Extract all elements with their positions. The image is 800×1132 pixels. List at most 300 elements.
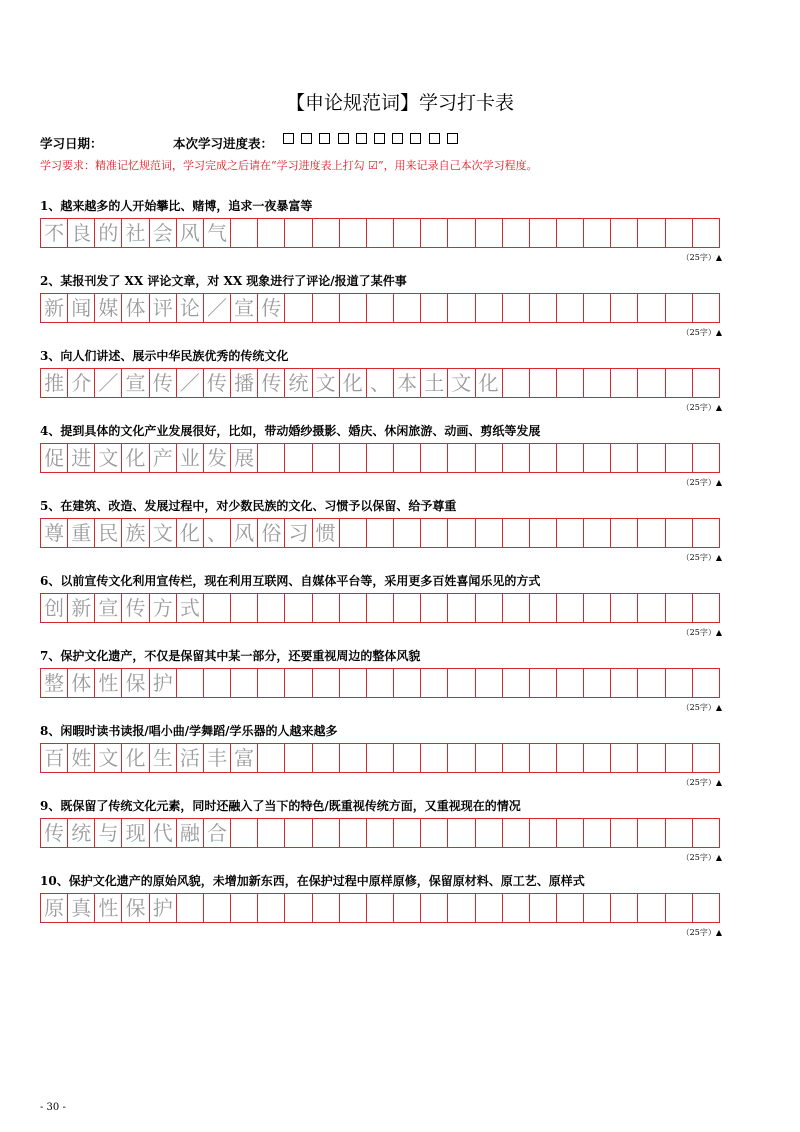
grid-cell[interactable] <box>258 444 285 472</box>
grid-cell[interactable]: 宣 <box>231 294 258 322</box>
grid-cell[interactable]: 体 <box>68 669 95 697</box>
grid-cell[interactable] <box>313 444 340 472</box>
progress-checkbox[interactable] <box>410 133 421 144</box>
char-count-note: （25字）▲ <box>681 628 722 637</box>
grid-cell[interactable]: 本 <box>394 369 421 397</box>
grid-cell[interactable] <box>557 594 584 622</box>
grid-cell[interactable] <box>367 819 394 847</box>
grid-cell[interactable] <box>638 444 665 472</box>
study-date-label: 学习日期： <box>40 136 103 151</box>
grid-cell[interactable] <box>313 294 340 322</box>
grid-cell[interactable] <box>231 594 258 622</box>
grid-cell[interactable] <box>503 294 530 322</box>
grid-cell[interactable] <box>177 894 204 922</box>
grid-cell[interactable] <box>340 444 367 472</box>
grid-cell[interactable]: 习 <box>285 519 312 547</box>
grid-cell[interactable]: 现 <box>122 819 149 847</box>
grid-cell[interactable] <box>285 219 312 247</box>
grid-cell[interactable] <box>476 219 503 247</box>
grid-cell[interactable] <box>476 294 503 322</box>
grid-cell[interactable] <box>448 744 475 772</box>
grid-cell[interactable] <box>340 594 367 622</box>
grid-cell[interactable]: 气 <box>204 219 231 247</box>
grid-cell[interactable] <box>476 594 503 622</box>
grid-cell[interactable] <box>340 819 367 847</box>
grid-cell[interactable]: 、 <box>204 519 231 547</box>
grid-cell[interactable] <box>693 744 719 772</box>
progress-checkboxes <box>283 133 458 144</box>
grid-cell[interactable] <box>557 819 584 847</box>
grid-cell[interactable] <box>448 519 475 547</box>
grid-cell[interactable] <box>448 669 475 697</box>
grid-cell[interactable]: 方 <box>150 594 177 622</box>
page-title: 【申论规范词】学习打卡表 <box>285 92 514 114</box>
grid-cell[interactable]: 传 <box>258 294 285 322</box>
grid-cell[interactable] <box>394 294 421 322</box>
grid-cell[interactable] <box>367 219 394 247</box>
grid-cell[interactable]: 保 <box>122 894 149 922</box>
item-question: 2、某报刊发了 XX 评论文章，对 XX 现象进行了评论/报道了某件事 <box>40 274 407 288</box>
grid-cell[interactable] <box>285 819 312 847</box>
grid-cell[interactable]: 促 <box>41 444 68 472</box>
grid-cell[interactable] <box>557 294 584 322</box>
char-count-note: （25字）▲ <box>681 253 722 262</box>
grid-cell[interactable] <box>340 669 367 697</box>
grid-cell[interactable] <box>476 669 503 697</box>
grid-cell[interactable]: 原 <box>41 894 68 922</box>
practice-item <box>40 573 722 637</box>
study-requirement: 学习要求：精准记忆规范词，学习完成之后请在“学习进度表上打勾 ☑”，用来记录自己本次学习程度。 <box>40 159 538 172</box>
grid-cell[interactable] <box>503 669 530 697</box>
grid-cell[interactable] <box>503 819 530 847</box>
grid-cell[interactable] <box>394 219 421 247</box>
grid-cell[interactable] <box>503 894 530 922</box>
grid-cell[interactable] <box>313 894 340 922</box>
grid-cell[interactable] <box>313 819 340 847</box>
grid-cell[interactable] <box>448 594 475 622</box>
grid-cell[interactable] <box>584 594 611 622</box>
grid-cell[interactable] <box>611 519 638 547</box>
grid-cell[interactable] <box>530 819 557 847</box>
grid-cell[interactable] <box>448 294 475 322</box>
grid-cell[interactable] <box>421 594 448 622</box>
grid-cell[interactable]: 化 <box>122 744 149 772</box>
grid-cell[interactable] <box>394 744 421 772</box>
grid-cell[interactable] <box>611 444 638 472</box>
writing-grid <box>40 743 720 773</box>
grid-cell[interactable]: 富 <box>231 744 258 772</box>
grid-cell[interactable]: 土 <box>421 369 448 397</box>
grid-cell[interactable] <box>394 444 421 472</box>
grid-cell[interactable]: ／ <box>95 369 122 397</box>
grid-cell[interactable] <box>421 669 448 697</box>
item-question: 7、保护文化遗产，不仅是保留其中某一部分，还要重视周边的整体风貌 <box>40 649 421 663</box>
practice-item <box>40 723 722 787</box>
grid-cell[interactable] <box>503 519 530 547</box>
char-count-note: （25字）▲ <box>681 928 722 937</box>
grid-cell[interactable] <box>638 894 665 922</box>
grid-cell[interactable]: 发 <box>204 444 231 472</box>
grid-cell[interactable] <box>258 669 285 697</box>
grid-cell[interactable] <box>530 744 557 772</box>
item-question: 4、提到具体的文化产业发展很好，比如，带动婚纱摄影、婚庆、休闲旅游、动画、剪纸等发展 <box>40 424 541 438</box>
grid-cell[interactable]: 化 <box>340 369 367 397</box>
grid-cell[interactable] <box>258 594 285 622</box>
grid-cell[interactable]: 性 <box>95 894 122 922</box>
grid-cell[interactable]: 、 <box>367 369 394 397</box>
grid-cell[interactable] <box>421 744 448 772</box>
grid-cell[interactable] <box>204 594 231 622</box>
grid-cell[interactable]: 化 <box>177 519 204 547</box>
grid-cell[interactable] <box>421 819 448 847</box>
grid-cell[interactable] <box>584 669 611 697</box>
progress-checkbox[interactable] <box>283 133 294 144</box>
grid-cell[interactable] <box>693 894 719 922</box>
grid-cell[interactable] <box>448 219 475 247</box>
grid-cell[interactable] <box>231 894 258 922</box>
grid-cell[interactable]: 媒 <box>95 294 122 322</box>
grid-cell[interactable] <box>367 894 394 922</box>
grid-cell[interactable]: 融 <box>177 819 204 847</box>
char-count-note: （25字）▲ <box>681 328 722 337</box>
grid-cell[interactable]: 合 <box>204 819 231 847</box>
grid-cell[interactable] <box>611 294 638 322</box>
grid-cell[interactable] <box>693 594 719 622</box>
grid-cell[interactable] <box>557 369 584 397</box>
grid-cell[interactable] <box>503 744 530 772</box>
grid-cell[interactable]: 与 <box>95 819 122 847</box>
grid-cell[interactable]: 良 <box>68 219 95 247</box>
grid-cell[interactable] <box>231 669 258 697</box>
grid-cell[interactable] <box>448 444 475 472</box>
grid-cell[interactable] <box>693 669 719 697</box>
grid-cell[interactable] <box>367 294 394 322</box>
grid-cell[interactable] <box>476 819 503 847</box>
grid-cell[interactable]: 传 <box>204 369 231 397</box>
grid-cell[interactable] <box>313 594 340 622</box>
grid-cell[interactable]: ／ <box>204 294 231 322</box>
grid-cell[interactable]: 化 <box>122 444 149 472</box>
grid-cell[interactable] <box>557 669 584 697</box>
grid-cell[interactable] <box>421 519 448 547</box>
grid-cell[interactable] <box>448 819 475 847</box>
grid-cell[interactable] <box>340 294 367 322</box>
grid-cell[interactable] <box>611 819 638 847</box>
grid-cell[interactable] <box>693 294 719 322</box>
grid-cell[interactable] <box>204 669 231 697</box>
grid-cell[interactable]: 新 <box>68 594 95 622</box>
page-number: - 30 - <box>40 1102 66 1113</box>
grid-cell[interactable]: 丰 <box>204 744 231 772</box>
writing-grid <box>40 893 720 923</box>
grid-cell[interactable] <box>367 519 394 547</box>
progress-checkbox[interactable] <box>319 133 330 144</box>
progress-checkbox[interactable] <box>338 133 349 144</box>
grid-cell[interactable] <box>584 744 611 772</box>
char-count-note: （25字）▲ <box>681 403 722 412</box>
grid-cell[interactable] <box>584 294 611 322</box>
grid-cell[interactable] <box>394 594 421 622</box>
grid-cell[interactable] <box>285 894 312 922</box>
header-meta <box>40 134 274 152</box>
grid-cell[interactable]: 传 <box>41 819 68 847</box>
grid-cell[interactable]: 展 <box>231 444 258 472</box>
grid-cell[interactable] <box>231 219 258 247</box>
grid-cell[interactable] <box>666 294 693 322</box>
grid-cell[interactable] <box>476 744 503 772</box>
grid-cell[interactable]: 护 <box>150 669 177 697</box>
writing-grid <box>40 518 720 548</box>
progress-checkbox[interactable] <box>447 133 458 144</box>
grid-cell[interactable] <box>666 669 693 697</box>
grid-cell[interactable]: 宣 <box>95 594 122 622</box>
grid-cell[interactable] <box>611 369 638 397</box>
grid-cell[interactable] <box>367 669 394 697</box>
progress-checkbox[interactable] <box>429 133 440 144</box>
grid-cell[interactable] <box>448 894 475 922</box>
grid-cell[interactable] <box>367 444 394 472</box>
grid-cell[interactable] <box>638 669 665 697</box>
grid-cell[interactable] <box>285 444 312 472</box>
grid-cell[interactable] <box>557 744 584 772</box>
grid-cell[interactable]: 介 <box>68 369 95 397</box>
grid-cell[interactable] <box>611 744 638 772</box>
grid-cell[interactable] <box>394 519 421 547</box>
grid-cell[interactable] <box>476 519 503 547</box>
grid-cell[interactable] <box>530 369 557 397</box>
practice-item <box>40 423 722 487</box>
grid-cell[interactable] <box>638 594 665 622</box>
practice-item <box>40 198 722 262</box>
grid-cell[interactable] <box>611 594 638 622</box>
grid-cell[interactable]: 俗 <box>258 519 285 547</box>
progress-checkbox[interactable] <box>301 133 312 144</box>
item-question: 9、既保留了传统文化元素，同时还融入了当下的特色/既重视传统方面，又重视现在的情况 <box>40 799 521 813</box>
grid-cell[interactable] <box>693 369 719 397</box>
progress-checkbox[interactable] <box>374 133 385 144</box>
grid-cell[interactable] <box>421 894 448 922</box>
grid-cell[interactable] <box>394 819 421 847</box>
grid-cell[interactable]: 传 <box>150 369 177 397</box>
writing-grid <box>40 818 720 848</box>
grid-cell[interactable]: 风 <box>231 519 258 547</box>
grid-cell[interactable]: 族 <box>122 519 149 547</box>
grid-cell[interactable] <box>557 519 584 547</box>
grid-cell[interactable]: 的 <box>95 219 122 247</box>
grid-cell[interactable] <box>313 669 340 697</box>
grid-cell[interactable] <box>611 669 638 697</box>
grid-cell[interactable] <box>557 219 584 247</box>
grid-cell[interactable]: 统 <box>68 819 95 847</box>
grid-cell[interactable]: 护 <box>150 894 177 922</box>
grid-cell[interactable] <box>611 894 638 922</box>
grid-cell[interactable]: 代 <box>150 819 177 847</box>
progress-checkbox[interactable] <box>356 133 367 144</box>
grid-cell[interactable] <box>584 444 611 472</box>
grid-cell[interactable] <box>693 819 719 847</box>
grid-cell[interactable] <box>285 669 312 697</box>
grid-cell[interactable]: 文 <box>95 444 122 472</box>
grid-cell[interactable]: ／ <box>177 369 204 397</box>
item-question: 5、在建筑、改造、发展过程中，对少数民族的文化、习惯予以保留、给予尊重 <box>40 499 457 513</box>
grid-cell[interactable] <box>666 744 693 772</box>
grid-cell[interactable]: 新 <box>41 294 68 322</box>
grid-cell[interactable] <box>584 219 611 247</box>
practice-item <box>40 798 722 862</box>
grid-cell[interactable] <box>693 219 719 247</box>
grid-cell[interactable]: 文 <box>313 369 340 397</box>
grid-cell[interactable] <box>693 444 719 472</box>
writing-grid <box>40 443 720 473</box>
grid-cell[interactable] <box>638 369 665 397</box>
grid-cell[interactable] <box>666 444 693 472</box>
grid-cell[interactable] <box>584 519 611 547</box>
grid-cell[interactable]: 传 <box>122 594 149 622</box>
grid-cell[interactable] <box>177 669 204 697</box>
grid-cell[interactable]: 保 <box>122 669 149 697</box>
grid-cell[interactable] <box>557 894 584 922</box>
grid-cell[interactable]: 产 <box>150 444 177 472</box>
grid-cell[interactable] <box>367 594 394 622</box>
grid-cell[interactable] <box>258 219 285 247</box>
grid-cell[interactable] <box>530 669 557 697</box>
grid-cell[interactable]: 风 <box>177 219 204 247</box>
grid-cell[interactable] <box>421 294 448 322</box>
grid-cell[interactable]: 惯 <box>313 519 340 547</box>
item-question: 1、越来越多的人开始攀比、赌博，追求一夜暴富等 <box>40 199 313 213</box>
grid-cell[interactable]: 化 <box>476 369 503 397</box>
item-question: 3、向人们讲述、展示中华民族优秀的传统文化 <box>40 349 289 363</box>
grid-cell[interactable]: 百 <box>41 744 68 772</box>
grid-cell[interactable] <box>584 369 611 397</box>
char-count-note: （25字）▲ <box>681 778 722 787</box>
grid-cell[interactable] <box>666 894 693 922</box>
grid-cell[interactable] <box>666 819 693 847</box>
grid-cell[interactable] <box>285 294 312 322</box>
grid-cell[interactable]: 性 <box>95 669 122 697</box>
grid-cell[interactable] <box>421 219 448 247</box>
grid-cell[interactable] <box>394 669 421 697</box>
char-count-note: （25字）▲ <box>681 703 722 712</box>
grid-cell[interactable]: 播 <box>231 369 258 397</box>
grid-cell[interactable] <box>530 594 557 622</box>
writing-grid <box>40 368 720 398</box>
progress-label: 本次学习进度表： <box>173 136 274 151</box>
grid-cell[interactable]: 业 <box>177 444 204 472</box>
grid-cell[interactable] <box>666 594 693 622</box>
grid-cell[interactable] <box>638 819 665 847</box>
grid-cell[interactable] <box>666 369 693 397</box>
grid-cell[interactable] <box>340 744 367 772</box>
grid-cell[interactable] <box>313 219 340 247</box>
grid-cell[interactable] <box>530 294 557 322</box>
grid-cell[interactable] <box>503 219 530 247</box>
grid-cell[interactable]: 民 <box>95 519 122 547</box>
grid-cell[interactable] <box>285 744 312 772</box>
grid-cell[interactable]: 会 <box>150 219 177 247</box>
grid-cell[interactable]: 文 <box>448 369 475 397</box>
grid-cell[interactable] <box>258 894 285 922</box>
progress-checkbox[interactable] <box>392 133 403 144</box>
grid-cell[interactable]: 社 <box>122 219 149 247</box>
grid-cell[interactable] <box>530 444 557 472</box>
grid-cell[interactable]: 创 <box>41 594 68 622</box>
grid-cell[interactable] <box>503 444 530 472</box>
grid-cell[interactable] <box>530 219 557 247</box>
writing-grid <box>40 668 720 698</box>
grid-cell[interactable] <box>584 819 611 847</box>
grid-cell[interactable]: 传 <box>258 369 285 397</box>
grid-cell[interactable]: 体 <box>122 294 149 322</box>
grid-cell[interactable] <box>285 594 312 622</box>
practice-item <box>40 648 722 712</box>
item-question: 10、保护文化遗产的原始风貌，未增加新东西，在保护过程中原样原修，保留原材料、原工艺、原样式 <box>40 874 585 888</box>
grid-cell[interactable] <box>584 894 611 922</box>
grid-cell[interactable]: 文 <box>95 744 122 772</box>
grid-cell[interactable] <box>638 219 665 247</box>
grid-cell[interactable] <box>638 519 665 547</box>
grid-cell[interactable]: 整 <box>41 669 68 697</box>
grid-cell[interactable] <box>503 594 530 622</box>
item-question: 6、以前宣传文化利用宣传栏，现在利用互联网、自媒体平台等，采用更多百姓喜闻乐见的方式 <box>40 574 541 588</box>
grid-cell[interactable] <box>476 894 503 922</box>
grid-cell[interactable] <box>340 219 367 247</box>
grid-cell[interactable]: 真 <box>68 894 95 922</box>
grid-cell[interactable] <box>503 369 530 397</box>
grid-cell[interactable]: 评 <box>150 294 177 322</box>
grid-cell[interactable] <box>666 219 693 247</box>
grid-cell[interactable] <box>666 519 693 547</box>
grid-cell[interactable] <box>530 894 557 922</box>
grid-cell[interactable]: 推 <box>41 369 68 397</box>
grid-cell[interactable]: 统 <box>285 369 312 397</box>
practice-item <box>40 498 722 562</box>
grid-cell[interactable]: 闻 <box>68 294 95 322</box>
grid-cell[interactable] <box>476 444 503 472</box>
grid-cell[interactable] <box>231 819 258 847</box>
grid-cell[interactable] <box>204 894 231 922</box>
grid-cell[interactable] <box>611 219 638 247</box>
grid-cell[interactable] <box>258 819 285 847</box>
grid-cell[interactable]: 活 <box>177 744 204 772</box>
grid-cell[interactable]: 式 <box>177 594 204 622</box>
grid-cell[interactable] <box>421 444 448 472</box>
grid-cell[interactable] <box>313 744 340 772</box>
grid-cell[interactable] <box>557 444 584 472</box>
grid-cell[interactable] <box>693 519 719 547</box>
char-count-note: （25字）▲ <box>681 553 722 562</box>
grid-cell[interactable]: 尊 <box>41 519 68 547</box>
grid-cell[interactable] <box>258 744 285 772</box>
writing-grid <box>40 293 720 323</box>
grid-cell[interactable] <box>340 894 367 922</box>
grid-cell[interactable] <box>638 294 665 322</box>
grid-cell[interactable]: 宣 <box>122 369 149 397</box>
grid-cell[interactable]: 进 <box>68 444 95 472</box>
grid-cell[interactable]: 生 <box>150 744 177 772</box>
char-count-note: （25字）▲ <box>681 478 722 487</box>
grid-cell[interactable]: 文 <box>150 519 177 547</box>
grid-cell[interactable]: 论 <box>177 294 204 322</box>
grid-cell[interactable] <box>394 894 421 922</box>
grid-cell[interactable] <box>638 744 665 772</box>
grid-cell[interactable]: 姓 <box>68 744 95 772</box>
grid-cell[interactable]: 重 <box>68 519 95 547</box>
grid-cell[interactable]: 不 <box>41 219 68 247</box>
grid-cell[interactable] <box>367 744 394 772</box>
grid-cell[interactable] <box>530 519 557 547</box>
grid-cell[interactable] <box>340 519 367 547</box>
